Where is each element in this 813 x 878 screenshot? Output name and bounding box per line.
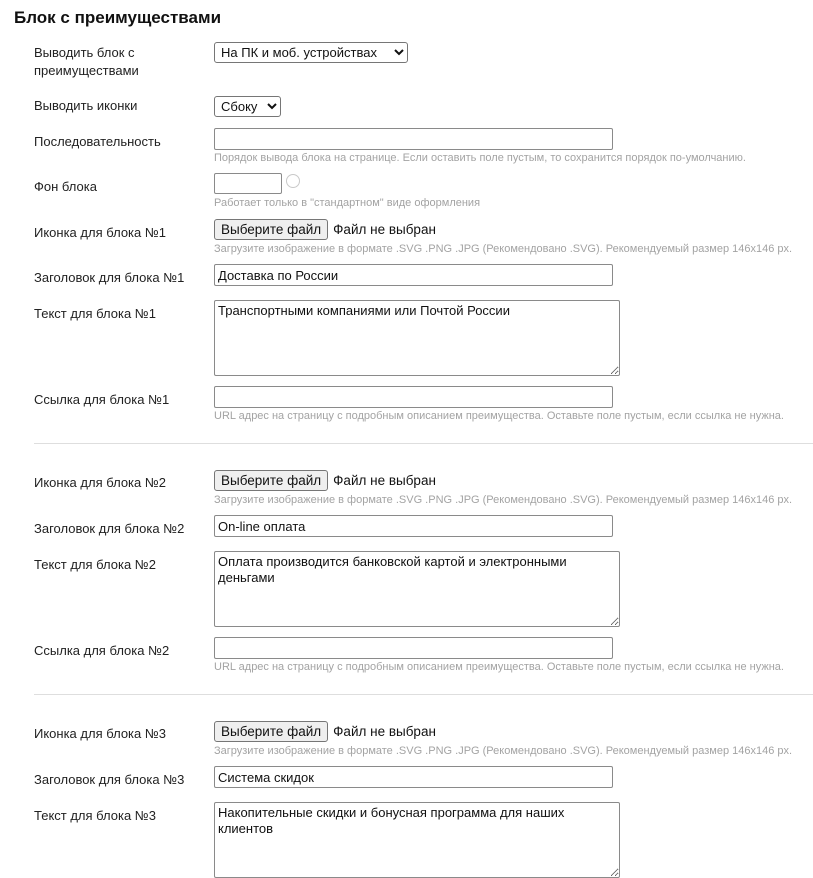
bg-color-input[interactable] — [214, 173, 282, 194]
bg-label: Фон блока — [34, 179, 97, 194]
file-status-1: Файл не выбран — [333, 222, 436, 237]
choose-file-button-1[interactable]: Выберите файл — [214, 219, 328, 240]
page-title: Блок с преимуществами — [14, 8, 222, 27]
link-input-1[interactable] — [214, 386, 613, 408]
link-hint-1: URL адрес на страницу с подробным описанием преимущества. Оставьте поле пустым, если ссылка не нужна. — [214, 410, 784, 422]
divider-2 — [34, 694, 813, 695]
title-input-2[interactable] — [214, 515, 613, 537]
icon-hint-1: Загрузите изображение в формате .SVG .PNG .JPG (Рекомендовано .SVG). Рекомендуемый размер 146х146 px. — [214, 243, 793, 255]
title-label-2: Заголовок для блока №2 — [34, 521, 185, 536]
file-status-3: Файл не выбран — [333, 724, 436, 739]
order-input[interactable] — [214, 128, 613, 150]
text-area-1[interactable] — [214, 300, 620, 376]
text-label-1: Текст для блока №1 — [34, 306, 156, 321]
link-hint-2: URL адрес на страницу с подробным описанием преимущества. Оставьте поле пустым, если ссылка не нужна. — [214, 661, 784, 673]
order-hint: Порядок вывода блока на странице. Если оставить поле пустым, то сохранится порядок по-умолчанию. — [214, 152, 746, 164]
icon-hint-3: Загрузите изображение в формате .SVG .PNG .JPG (Рекомендовано .SVG). Рекомендуемый размер 146х146 px. — [214, 745, 793, 757]
text-area-2[interactable] — [214, 551, 620, 627]
title-label-1: Заголовок для блока №1 — [34, 270, 185, 285]
choose-file-button-2[interactable]: Выберите файл — [214, 470, 328, 491]
text-area-3[interactable] — [214, 802, 620, 878]
file-picker-3 — [214, 721, 436, 742]
text-label-2: Текст для блока №2 — [34, 557, 156, 572]
link-label-2: Ссылка для блока №2 — [34, 643, 170, 658]
choose-file-button-3[interactable]: Выберите файл — [214, 721, 328, 742]
icon-hint-2: Загрузите изображение в формате .SVG .PNG .JPG (Рекомендовано .SVG). Рекомендуемый размер 146х146 px. — [214, 494, 793, 506]
link-input-2[interactable] — [214, 637, 613, 659]
order-label: Последовательность — [34, 134, 161, 149]
link-label-1: Ссылка для блока №1 — [34, 392, 170, 407]
bg-hint: Работает только в "стандартном" виде оформления — [214, 197, 481, 209]
show-icons-label: Выводить иконки — [34, 98, 138, 113]
divider-1 — [34, 443, 813, 444]
title-label-3: Заголовок для блока №3 — [34, 772, 185, 787]
title-input-3[interactable] — [214, 766, 613, 788]
color-picker-icon[interactable] — [286, 174, 300, 188]
show-icons-select[interactable] — [214, 96, 281, 117]
show-block-select[interactable] — [214, 42, 408, 63]
icon-label-3: Иконка для блока №3 — [34, 726, 167, 741]
show-block-label: Выводить блок с преимуществами — [34, 45, 139, 78]
file-picker-2 — [214, 470, 436, 491]
title-input-1[interactable] — [214, 264, 613, 286]
icon-label-2: Иконка для блока №2 — [34, 475, 167, 490]
file-status-2: Файл не выбран — [333, 473, 436, 488]
icon-label-1: Иконка для блока №1 — [34, 225, 167, 240]
file-picker-1 — [214, 219, 436, 240]
text-label-3: Текст для блока №3 — [34, 808, 156, 823]
